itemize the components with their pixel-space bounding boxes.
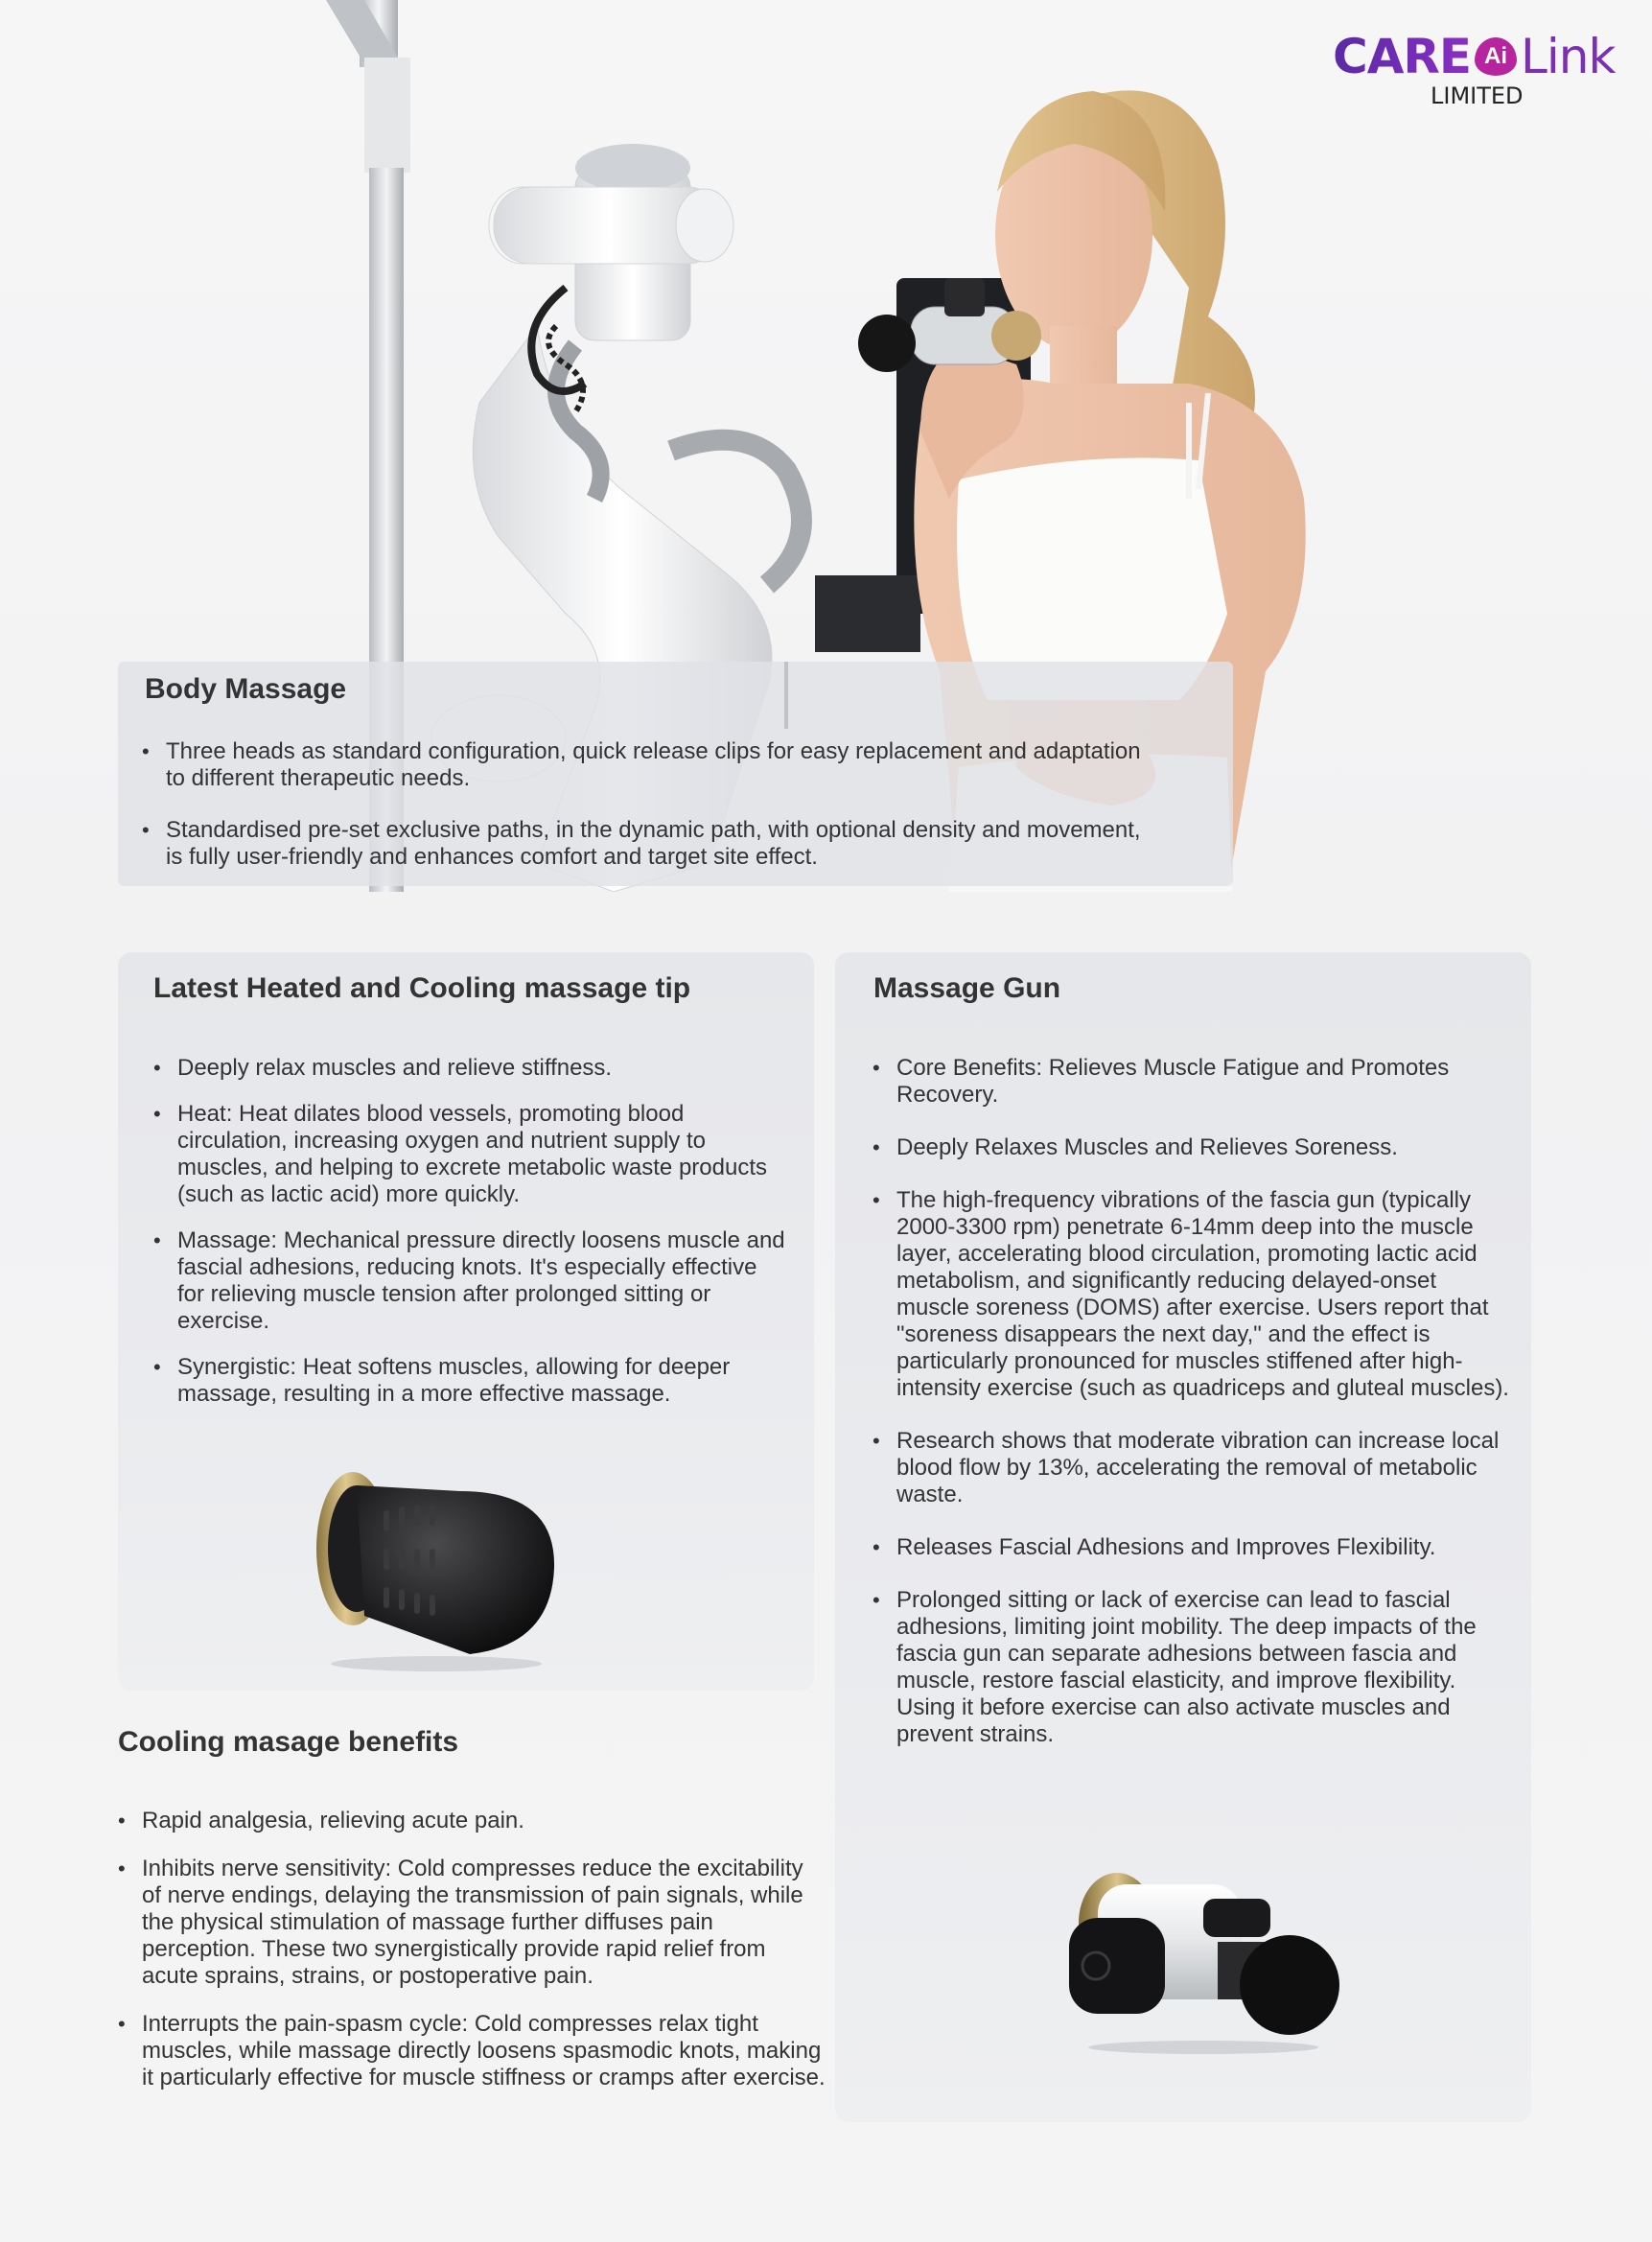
list-item: • Standardised pre-set exclusive paths, in the dynamic path, with optional density and movement, is fully user-friendly and enhances comfort and target site effect. xyxy=(142,817,1149,871)
list-item: • Three heads as standard configuration, quick release clips for easy replacement and adaptation to different therapeutic needs. xyxy=(142,738,1149,792)
list-item: • Prolonged sitting or lack of exercise can lead to fascial adhesions, limiting joint mobility. The deep impacts of the fascia gun can separate adhesions between fascia and muscle, restore fascial elasticity, and improve flexibility. Using it before exercise can also activate muscles and prevent strains. xyxy=(873,1587,1515,1748)
massage-gun-image xyxy=(1059,1865,1347,2057)
list-item: • Core Benefits: Relieves Muscle Fatigue and Promotes Recovery. xyxy=(873,1055,1515,1109)
massage-gun-list xyxy=(873,1055,1515,1774)
body-massage-title: Body Massage xyxy=(145,673,347,705)
massage-tip-image xyxy=(307,1453,566,1673)
list-item: • Releases Fascial Adhesions and Improves Flexibility. xyxy=(873,1534,1515,1561)
logo-ai-badge: Ai xyxy=(1475,37,1517,76)
massage-gun-title: Massage Gun xyxy=(873,972,1061,1004)
list-item: • Rapid analgesia, relieving acute pain. xyxy=(118,1808,827,1834)
heated-cooling-list xyxy=(153,1055,786,1427)
list-item: • The high-frequency vibrations of the fascia gun (typically 2000-3300 rpm) penetrate 6-14mm deep into the muscle layer, accelerating blood circulation, promoting lactic acid metabolism, and significantly reducing delayed-onset muscle soreness (DOMS) after exercise. Users report that "soreness disappears the next day," and the effect is particularly pronounced for muscles stiffened after high-intensity exercise (such as quadriceps and gluteal muscles). xyxy=(873,1187,1515,1402)
body-massage-list xyxy=(142,738,1149,896)
logo-care-text: CARE xyxy=(1333,29,1472,84)
cooling-benefits-title: Cooling masage benefits xyxy=(118,1726,459,1758)
list-item: • Massage: Mechanical pressure directly loosens muscle and fascial adhesions, reducing knots. It's especially effective for relieving muscle tension after prolonged sitting or exercise. xyxy=(153,1227,786,1335)
list-item: • Deeply Relaxes Muscles and Relieves Soreness. xyxy=(873,1134,1515,1161)
heated-cooling-title: Latest Heated and Cooling massage tip xyxy=(153,972,691,1004)
list-item: • Inhibits nerve sensitivity: Cold compresses reduce the excitability of nerve endings, delaying the transmission of pain signals, while the physical stimulation of massage further diffuses pain perception. These two synergistically provide rapid relief from acute sprains, strains, or postoperative pain. xyxy=(118,1856,827,1990)
list-item: • Heat: Heat dilates blood vessels, promoting blood circulation, increasing oxygen and nutrient supply to muscles, and helping to excrete metabolic waste products (such as lactic acid) more quickly. xyxy=(153,1101,786,1208)
list-item: • Interrupts the pain-spasm cycle: Cold compresses relax tight muscles, while massage directly loosens spasmodic knots, making it particularly effective for muscle stiffness or cramps after exercise. xyxy=(118,2011,827,2091)
company-logo xyxy=(1333,27,1620,113)
logo-limited-text: LIMITED xyxy=(1431,82,1524,109)
cooling-benefits-list xyxy=(118,1808,827,2113)
list-item: • Deeply relax muscles and relieve stiffness. xyxy=(153,1055,786,1082)
list-item: • Research shows that moderate vibration can increase local blood flow by 13%, accelerating the removal of metabolic waste. xyxy=(873,1428,1515,1508)
list-item: • Synergistic: Heat softens muscles, allowing for deeper massage, resulting in a more effective massage. xyxy=(153,1354,786,1408)
logo-link-text: Link xyxy=(1521,29,1616,84)
